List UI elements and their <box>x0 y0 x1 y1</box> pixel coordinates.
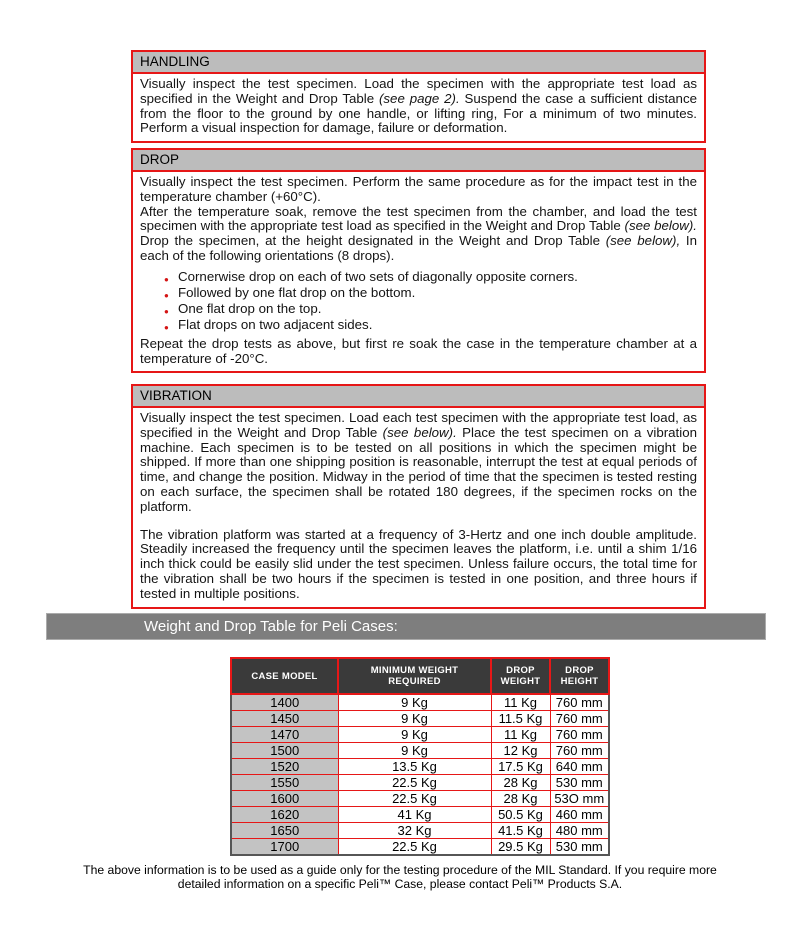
table-row <box>231 743 609 759</box>
drop-height-cell: 460 mm <box>550 807 609 823</box>
case-model-cell: 1520 <box>231 759 338 775</box>
case-model-cell: 1650 <box>231 823 338 839</box>
table-row <box>231 711 609 727</box>
min-weight-cell: 9 Kg <box>338 694 491 711</box>
drop-weight-cell: 28 Kg <box>491 775 550 791</box>
bullet-item: ● Cornerwise drop on each of two sets of diagonally opposite corners. <box>178 269 697 285</box>
footer-note-line1: The above information is to be used as a guide only for the testing procedure of the MIL Standard. If you require more <box>83 863 717 877</box>
table-row <box>231 791 609 807</box>
case-model-cell: 1620 <box>231 807 338 823</box>
drop-weight-cell: 11 Kg <box>491 694 550 711</box>
case-model-cell: 1700 <box>231 839 338 856</box>
table-row <box>231 775 609 791</box>
drop-bullet-list <box>140 269 697 333</box>
section-handling-body <box>133 74 704 141</box>
drop-paragraph-2: After the temperature soak, remove the test specimen from the chamber, and load the test specimen with the appropriate test load as specified in the Weight and Drop Table (see below). Drop the specimen, at the height designated in the Weight and Drop Table (see below), In each of the following orientations (8 drops). <box>140 203 698 263</box>
drop-weight-cell: 50.5 Kg <box>491 807 550 823</box>
weight-drop-table-header <box>231 658 609 694</box>
weight-drop-table-banner: Weight and Drop Table for Peli Cases: <box>46 613 766 640</box>
section-drop-title: DROP <box>133 150 704 172</box>
drop-paragraph-closing: Repeat the drop tests as above, but first re soak the case in the temperature chamber at a temperature of -20°C. <box>140 335 697 366</box>
min-weight-cell: 13.5 Kg <box>338 759 491 775</box>
header-case-model: CASE MODEL <box>231 658 338 694</box>
drop-weight-cell: 41.5 Kg <box>491 823 550 839</box>
table-row <box>231 727 609 743</box>
min-weight-cell: 22.5 Kg <box>338 839 491 856</box>
section-vibration-title: VIBRATION <box>133 386 704 408</box>
min-weight-cell: 32 Kg <box>338 823 491 839</box>
bullet-item: ● Flat drops on two adjacent sides. <box>178 317 697 333</box>
table-row <box>231 694 609 711</box>
table-row <box>231 823 609 839</box>
section-vibration-body <box>133 408 704 607</box>
header-drop-height: DROP HEIGHT <box>550 658 609 694</box>
drop-height-cell: 530 mm <box>550 839 609 856</box>
case-model-cell: 1600 <box>231 791 338 807</box>
table-row <box>231 807 609 823</box>
table-row <box>231 839 609 856</box>
bullet-item: ● One flat drop on the top. <box>178 301 697 317</box>
drop-height-cell: 53O mm <box>550 791 609 807</box>
section-handling-title: HANDLING <box>133 52 704 74</box>
case-model-cell: 1450 <box>231 711 338 727</box>
section-handling <box>131 50 706 143</box>
vibration-paragraph-2: The vibration platform was started at a frequency of 3-Hertz and one inch double amplitude. Steadily increased the frequency until the specimen leaves the platform, i.e. until a shim 1/16 inch thick could be easily slid under the test specimen. Unless failure occurs, the total time for the vibration shall be two hours if the specimen is tested in one position, and three hours if tested in multiple positions. <box>140 526 697 601</box>
case-model-cell: 1550 <box>231 775 338 791</box>
section-vibration <box>131 384 706 609</box>
weight-drop-table-body <box>231 694 609 855</box>
weight-drop-table <box>230 657 610 856</box>
case-model-cell: 1400 <box>231 694 338 711</box>
case-model-cell: 1470 <box>231 727 338 743</box>
vibration-paragraph-1: Visually inspect the test specimen. Load each test specimen with the appropriate test load, as specified in the Weight and Drop Table (see below). Place the test specimen on a vibration machine. Each specimen is to be tested on all positions in which the specimen might be shipped. If more than one shipping position is reasonable, interrupt the test at equal periods of time, and change the position. Midway in the period of time that the specimen is tested resting on each surface, the specimen shall be rotated 180 degrees, if the specimen rocks on the platform. <box>140 410 697 514</box>
min-weight-cell: 22.5 Kg <box>338 791 491 807</box>
section-drop <box>131 148 706 373</box>
drop-height-cell: 480 mm <box>550 823 609 839</box>
drop-weight-cell: 12 Kg <box>491 743 550 759</box>
min-weight-cell: 9 Kg <box>338 727 491 743</box>
header-minimum-weight: MINIMUM WEIGHT REQUIRED <box>338 658 491 694</box>
footer-note-line2: detailed information on a specific Peli™ Case, please contact Peli™ Products S.A. <box>177 877 623 891</box>
bullet-item: ● Followed by one flat drop on the bottom. <box>178 285 697 301</box>
drop-height-cell: 640 mm <box>550 759 609 775</box>
drop-paragraph-1: Visually inspect the test specimen. Perform the same procedure as for the impact test in the temperature chamber (+60°C). <box>140 174 697 204</box>
table-row <box>231 759 609 775</box>
drop-height-cell: 760 mm <box>550 727 609 743</box>
min-weight-cell: 9 Kg <box>338 743 491 759</box>
section-drop-body <box>133 172 704 371</box>
drop-weight-cell: 17.5 Kg <box>491 759 550 775</box>
min-weight-cell: 22.5 Kg <box>338 775 491 791</box>
min-weight-cell: 9 Kg <box>338 711 491 727</box>
handling-paragraph: Visually inspect the test specimen. Load the specimen with the appropriate test load as specified in the Weight and Drop Table (see page 2). Suspend the case a sufficient distance from the floor to the ground by one handle, or lifting ring, For a minimum of two minutes. Perform a visual inspection for damage, failure or deformation. <box>140 76 697 136</box>
case-model-cell: 1500 <box>231 743 338 759</box>
drop-weight-cell: 11.5 Kg <box>491 711 550 727</box>
header-drop-weight: DROP WEIGHT <box>491 658 550 694</box>
footer-note <box>0 863 800 891</box>
drop-weight-cell: 28 Kg <box>491 791 550 807</box>
drop-height-cell: 760 mm <box>550 694 609 711</box>
drop-height-cell: 760 mm <box>550 743 609 759</box>
min-weight-cell: 41 Kg <box>338 807 491 823</box>
drop-height-cell: 760 mm <box>550 711 609 727</box>
drop-weight-cell: 11 Kg <box>491 727 550 743</box>
drop-weight-cell: 29.5 Kg <box>491 839 550 856</box>
drop-height-cell: 530 mm <box>550 775 609 791</box>
